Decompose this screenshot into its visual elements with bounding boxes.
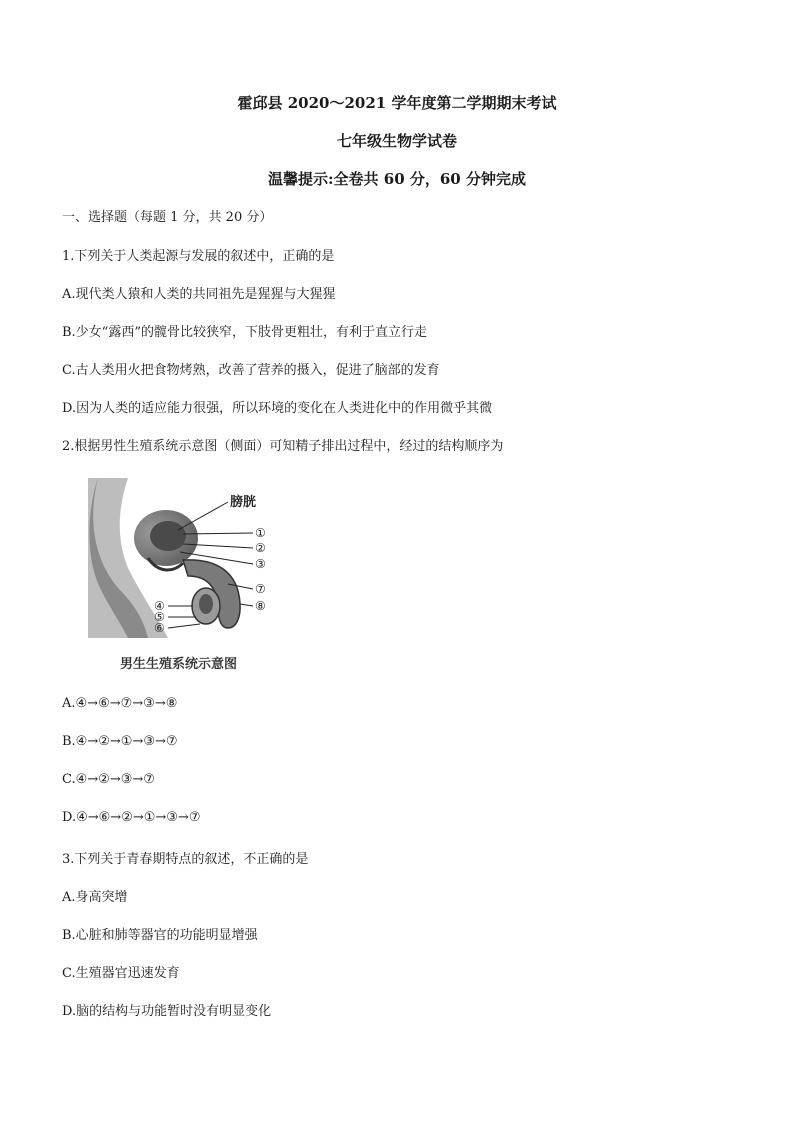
question-1-stem: 1.下列关于人类起源与发展的叙述中，正确的是 xyxy=(62,249,335,264)
bladder-inner xyxy=(150,521,186,551)
exam-tip: 温馨提示:全卷共 60 分，60 分钟完成 xyxy=(268,170,526,188)
testis-inner xyxy=(199,594,213,614)
question-2-stem: 2.根据男性生殖系统示意图（侧面）可知精子排出过程中，经过的结构顺序为 xyxy=(62,439,504,454)
question-1-option-a: A.现代类人猿和人类的共同祖先是猩猩与大猩猩 xyxy=(62,287,336,302)
marker-1: ① xyxy=(255,526,266,540)
marker-6: ⑥ xyxy=(154,621,165,635)
marker-7: ⑦ xyxy=(255,582,266,596)
question-2-option-b: B.④→②→①→③→⑦ xyxy=(62,734,178,749)
question-3-stem: 3.下列关于青春期特点的叙述，不正确的是 xyxy=(62,852,309,867)
marker-8: ⑧ xyxy=(255,599,266,613)
reproductive-system-figure xyxy=(88,478,298,638)
marker-5: ⑤ xyxy=(154,610,165,624)
question-1-option-c: C.古人类用火把食物烤熟，改善了营养的摄入，促进了脑部的发育 xyxy=(62,363,440,378)
question-1-option-d: D.因为人类的适应能力很强，所以环境的变化在人类进化中的作用微乎其微 xyxy=(62,401,493,416)
question-1-option-b: B.少女“露西”的髋骨比较狭窄，下肢骨更粗壮，有利于直立行走 xyxy=(62,325,427,340)
marker-3: ③ xyxy=(255,557,266,571)
question-2-option-c: C.④→②→③→⑦ xyxy=(62,772,155,787)
exam-title: 霍邱县 2020～2021 学年度第二学期期末考试 xyxy=(237,94,557,112)
marker-2: ② xyxy=(255,541,266,555)
question-3-option-b: B.心脏和肺等器官的功能明显增强 xyxy=(62,928,258,943)
reproductive-system-diagram xyxy=(88,478,298,638)
question-3-option-d: D.脑的结构与功能暂时没有明显变化 xyxy=(62,1004,272,1019)
question-2-option-a: A.④→⑥→⑦→③→⑧ xyxy=(62,696,178,711)
section-heading: 一、选择题（每题 1 分，共 20 分） xyxy=(62,210,273,225)
marker-4: ④ xyxy=(154,599,165,613)
figure-caption: 男生生殖系统示意图 xyxy=(120,657,238,672)
bladder-label: 膀胱 xyxy=(230,495,257,510)
exam-subtitle: 七年级生物学试卷 xyxy=(336,132,457,150)
question-3-option-c: C.生殖器官迅速发育 xyxy=(62,966,180,981)
question-2-option-d: D.④→⑥→②→①→③→⑦ xyxy=(62,810,201,825)
question-3-option-a: A.身高突增 xyxy=(62,890,128,905)
